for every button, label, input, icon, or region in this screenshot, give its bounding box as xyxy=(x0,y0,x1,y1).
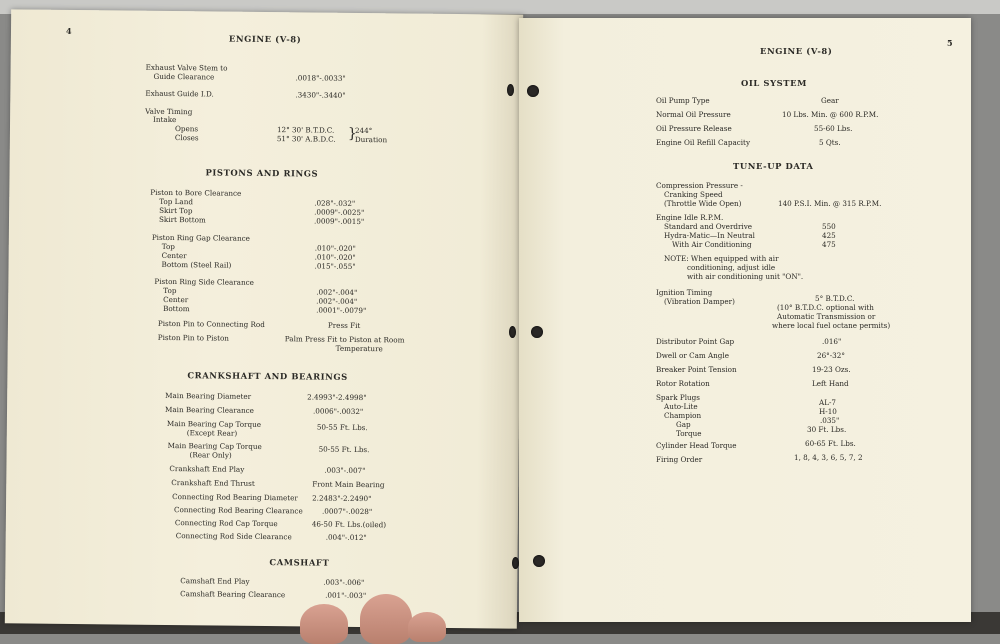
spec-value: (10° B.T.D.C. optional with xyxy=(777,303,874,312)
spec-value: .3430"-.3440" xyxy=(295,90,346,100)
spec-label: Compression Pressure - xyxy=(656,181,743,190)
spec-label: Opens xyxy=(174,124,199,134)
spec-label: Bottom xyxy=(163,303,190,314)
spec-label: (Throttle Wide Open) xyxy=(664,199,742,208)
spec-label: Spark Plugs xyxy=(656,393,700,402)
spec-label: Oil Pump Type xyxy=(656,96,710,105)
spec-value: 425 xyxy=(822,231,836,240)
right-page-title: ENGINE (V-8) xyxy=(760,46,833,56)
spec-value: .0001"-.0079" xyxy=(316,305,367,316)
spec-value: 475 xyxy=(822,240,836,249)
spec-label: With Air Conditioning xyxy=(672,240,752,249)
spec-value: Palm Press Fit to Piston at Room xyxy=(284,334,405,345)
spec-value: AL-7 xyxy=(819,398,836,407)
spec-label: Gap xyxy=(676,420,691,429)
spec-value: 46-50 Ft. Lbs.(oiled) xyxy=(311,519,387,530)
section-title-oil: OIL SYSTEM xyxy=(741,78,807,88)
spec-label: Hydra-Matic—In Neutral xyxy=(664,231,755,240)
spec-label: Cranking Speed xyxy=(664,190,723,199)
spec-value: 1, 8, 4, 3, 6, 5, 7, 2 xyxy=(794,453,863,462)
spec-value: .0018"-.0033" xyxy=(295,73,346,83)
spec-label: Engine Idle R.P.M. xyxy=(656,213,724,222)
spec-value: 550 xyxy=(822,222,836,231)
binder-hole xyxy=(527,85,539,97)
spec-value: 5° B.T.D.C. xyxy=(815,294,855,303)
binder-hole xyxy=(509,326,516,338)
spec-value: .010"-.020" xyxy=(314,243,356,253)
spec-value: .0009"-.0015" xyxy=(313,216,365,227)
spec-value: .004"-.012" xyxy=(325,532,367,543)
spec-value: where local fuel octane permits) xyxy=(772,321,891,330)
spec-label: Center xyxy=(161,250,187,261)
spec-label: Skirt Bottom xyxy=(158,214,206,225)
spec-value: 30 Ft. Lbs. xyxy=(807,425,847,434)
spec-label: Main Bearing Cap Torque xyxy=(167,440,262,451)
spec-label: Piston Ring Side Clearance xyxy=(154,276,254,287)
spec-label: Connecting Rod Bearing Diameter xyxy=(172,492,298,503)
finger xyxy=(360,594,412,644)
section-title-camshaft: CAMSHAFT xyxy=(269,557,330,568)
page-number-right: 5 xyxy=(947,38,953,48)
spec-label: Bottom (Steel Rail) xyxy=(161,259,232,270)
spec-value: .016" xyxy=(822,337,842,346)
spec-label: Distributor Point Gap xyxy=(656,337,735,346)
spec-label: Firing Order xyxy=(656,455,703,464)
spec-label: Crankshaft End Thrust xyxy=(171,478,255,488)
section-title-tuneup: TUNE-UP DATA xyxy=(733,161,814,171)
spec-value: 26°-32° xyxy=(817,351,845,360)
spec-value: 50-55 Ft. Lbs. xyxy=(316,422,368,433)
left-page-title: ENGINE (V-8) xyxy=(228,33,302,45)
spec-label: Intake xyxy=(153,114,177,125)
spec-label: Camshaft Bearing Clearance xyxy=(180,589,286,600)
spec-label: Breaker Point Tension xyxy=(656,365,737,374)
spec-label: Connecting Rod Cap Torque xyxy=(174,518,278,529)
duration-value: 244° xyxy=(354,125,373,136)
binder-hole xyxy=(533,555,545,567)
spec-value: .010"-.020" xyxy=(314,252,356,262)
spec-value: .028"-.032" xyxy=(314,198,356,208)
spec-value: Left Hand xyxy=(812,379,849,388)
spec-label: Oil Pressure Release xyxy=(656,124,732,133)
spec-label: Piston Pin to Connecting Rod xyxy=(157,318,265,330)
spec-value: 55-60 Lbs. xyxy=(814,124,853,133)
spec-value: 140 P.S.I. Min. @ 315 R.P.M. xyxy=(778,199,882,208)
spec-value: 50-55 Ft. Lbs. xyxy=(318,444,370,455)
spec-label: Piston Pin to Piston xyxy=(157,332,230,343)
spec-label: Top xyxy=(161,241,175,252)
spec-value: 2.4993"-2.4998" xyxy=(307,392,367,403)
spec-label: Top xyxy=(163,285,177,296)
spec-value: .003"-.007" xyxy=(324,465,366,476)
spec-value: .001"-.003" xyxy=(325,590,367,601)
binder-hole xyxy=(512,557,519,569)
right-page xyxy=(519,18,971,622)
spec-label: Connecting Rod Bearing Clearance xyxy=(173,505,303,516)
spec-label: Main Bearing Cap Torque xyxy=(166,418,262,429)
binder-hole xyxy=(531,326,543,338)
spec-label: Auto-Lite xyxy=(664,402,698,411)
note-text: NOTE: When equipped with air xyxy=(664,254,779,263)
spec-label: Standard and Overdrive xyxy=(664,222,753,231)
spec-value: .0009"-.0025" xyxy=(314,207,365,218)
spec-value: Gear xyxy=(821,96,839,105)
section-title-pistons: PISTONS AND RINGS xyxy=(205,167,319,179)
spec-value: H-10 xyxy=(819,407,837,416)
spec-label: Guide Clearance xyxy=(153,71,215,82)
spec-value: Temperature xyxy=(335,343,383,354)
spec-value: .003"-.006" xyxy=(323,577,365,588)
spec-label: (Rear Only) xyxy=(189,450,232,460)
spec-value: 12° 30' B.T.D.C. xyxy=(276,125,335,135)
finger xyxy=(300,604,348,644)
spec-label: Main Bearing Diameter xyxy=(165,390,252,401)
duration-label: Duration xyxy=(354,134,388,145)
spec-value: .015"-.055" xyxy=(314,261,356,271)
spec-value: Automatic Transmission or xyxy=(777,312,876,321)
spec-label: Exhaust Valve Stem to xyxy=(145,62,228,73)
spec-value: Press Fit xyxy=(327,320,361,331)
spec-label: Top Land xyxy=(159,196,194,207)
spec-label: Main Bearing Clearance xyxy=(165,404,254,415)
spec-value: 19-23 Ozs. xyxy=(812,365,851,374)
spec-label: Closes xyxy=(174,133,199,143)
spec-value: .035" xyxy=(820,416,840,425)
finger xyxy=(408,612,446,642)
spec-label: Center xyxy=(163,294,189,305)
spec-label: Crankshaft End Play xyxy=(169,464,245,474)
spec-label: Connecting Rod Side Clearance xyxy=(175,531,292,542)
spec-label: Engine Oil Refill Capacity xyxy=(656,138,751,147)
spec-label: Normal Oil Pressure xyxy=(656,110,731,119)
spec-value: .0007"-.0028" xyxy=(321,506,373,517)
spec-value: 5 Qts. xyxy=(819,138,841,147)
spec-label: Ignition Timing xyxy=(656,288,713,297)
spec-value: 60-65 Ft. Lbs. xyxy=(805,439,856,448)
spec-label: Exhaust Guide I.D. xyxy=(145,88,214,99)
spec-value: 51° 30' A.B.D.C. xyxy=(276,134,336,144)
left-page xyxy=(5,9,523,628)
spec-value: .0006"-.0032" xyxy=(312,406,364,417)
brace-icon: } xyxy=(347,125,357,142)
spec-value: 2.2483"-2.2490" xyxy=(312,493,372,504)
spec-value: .002"-.004" xyxy=(316,287,358,297)
spec-value: 10 Lbs. Min. @ 600 R.P.M. xyxy=(782,110,879,119)
spec-label: Valve Timing xyxy=(145,106,193,117)
page-number-left: 4 xyxy=(65,25,72,36)
note-text: with air conditioning unit "ON". xyxy=(687,272,804,281)
spec-label: Dwell or Cam Angle xyxy=(656,351,729,360)
spec-label: Camshaft End Play xyxy=(180,576,250,586)
section-title-crankshaft: CRANKSHAFT AND BEARINGS xyxy=(187,370,348,382)
spec-label: Champion xyxy=(664,411,702,420)
spec-label: Piston to Bore Clearance xyxy=(150,187,242,198)
binder-hole xyxy=(507,84,514,96)
spec-label: Piston Ring Gap Clearance xyxy=(151,232,250,243)
spec-label: Rotor Rotation xyxy=(656,379,710,388)
note-text: conditioning, adjust idle xyxy=(687,263,776,272)
spec-label: Cylinder Head Torque xyxy=(656,441,737,450)
spec-label: (Vibration Damper) xyxy=(664,297,735,306)
spec-value: .002"-.004" xyxy=(316,296,358,306)
spec-label: Skirt Top xyxy=(159,205,193,216)
spec-value: Front Main Bearing xyxy=(312,479,385,490)
spec-label: Torque xyxy=(676,429,702,438)
spec-label: (Except Rear) xyxy=(186,428,238,438)
